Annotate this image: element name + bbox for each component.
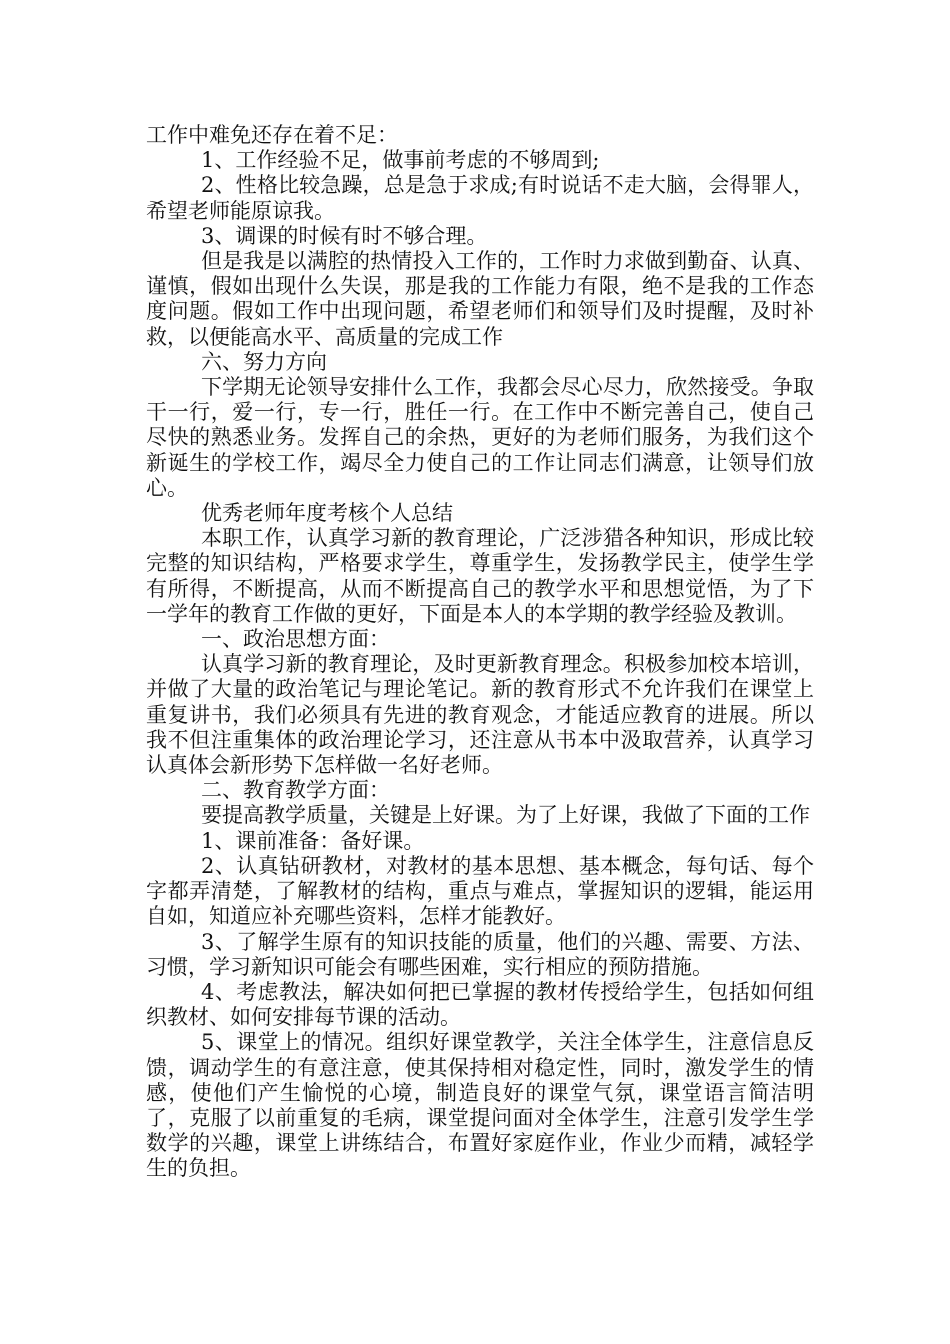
section-heading: 六、努力方向: [201, 349, 327, 374]
section-heading: 二、教育教学方面：: [201, 778, 390, 803]
paragraph: 下学期无论领导安排什么工作，我都会尽心尽力，欣然接受。争取干一行，爱一行，专一行，胜任一行。在工作中不断完善自己，使自己尽快的熟悉业务。发挥自己的余热，更好的为老师们服务，为我们这个新诞生的学校工作，竭尽全力使自己的工作让同志们满意，让领导们放心。: [146, 375, 814, 500]
section-heading: 一、政治思想方面：: [201, 627, 390, 652]
document-title: 优秀老师年度考核个人总结: [201, 501, 453, 526]
list-item: 3、了解学生原有的知识技能的质量，他们的兴趣、需要、方法、习惯，学习新知识可能会有哪些困难，实行相应的预防措施。: [146, 929, 814, 979]
paragraph: 3、调课的时候有时不够合理。: [201, 223, 488, 248]
paragraph: 要提高教学质量，关键是上好课。为了上好课，我做了下面的工作: [201, 803, 810, 828]
paragraph: 但是我是以满腔的热情投入工作的，工作时力求做到勤奋、认真、谨慎，假如出现什么失误，那是我的工作能力有限，绝不是我的工作态度问题。假如工作中出现问题，希望老师们和领导们及时提醒，及时补救，以便能高水平、高质量的完成工作: [146, 249, 814, 349]
paragraph: 2、性格比较急躁，总是急于求成;有时说话不走大脑，会得罪人，希望老师能原谅我。: [146, 173, 814, 223]
paragraph: 工作中难免还存在着不足：: [146, 123, 398, 147]
list-item: 1、课前准备：备好课。: [201, 828, 425, 853]
list-item: 5、课堂上的情况。组织好课堂教学，关注全体学生，注意信息反馈，调动学生的有意注意，使其保持相对稳定性，同时，激发学生的情感，使他们产生愉悦的心境，制造良好的课堂气氛，课堂语言简洁明了，克服了以前重复的毛病，课堂提问面对全体学生，注意引发学生学数学的兴趣，课堂上讲练结合，布置好家庭作业，作业少而精，减轻学生的负担。: [146, 1030, 814, 1181]
document-page: [146, 123, 814, 1182]
paragraph: 本职工作，认真学习新的教育理论，广泛涉猎各种知识，形成比较完整的知识结构，严格要求学生，尊重学生，发扬教学民主，使学生学有所得，不断提高，从而不断提高自己的教学水平和思想觉悟，为了下一学年的教育工作做的更好，下面是本人的本学期的教学经验及教训。: [146, 526, 814, 626]
paragraph: 认真学习新的教育理论，及时更新教育理念。积极参加校本培训，并做了大量的政治笔记与理论笔记。新的教育形式不允许我们在课堂上重复讲书，我们必须具有先进的教育观念，才能适应教育的进展。所以我不但注重集体的政治理论学习，还注意从书本中汲取营养，认真学习认真体会新形势下怎样做一名好老师。: [146, 652, 814, 778]
list-item: 2、认真钻研教材，对教材的基本思想、基本概念，每句话、每个字都弄清楚，了解教材的结构，重点与难点，掌握知识的逻辑，能运用自如，知道应补充哪些资料，怎样才能教好。: [146, 853, 814, 929]
list-item: 4、考虑教法，解决如何把已掌握的教材传授给学生，包括如何组织教材、如何安排每节课的活动。: [146, 979, 814, 1030]
paragraph: 1、工作经验不足，做事前考虑的不够周到;: [201, 148, 600, 173]
